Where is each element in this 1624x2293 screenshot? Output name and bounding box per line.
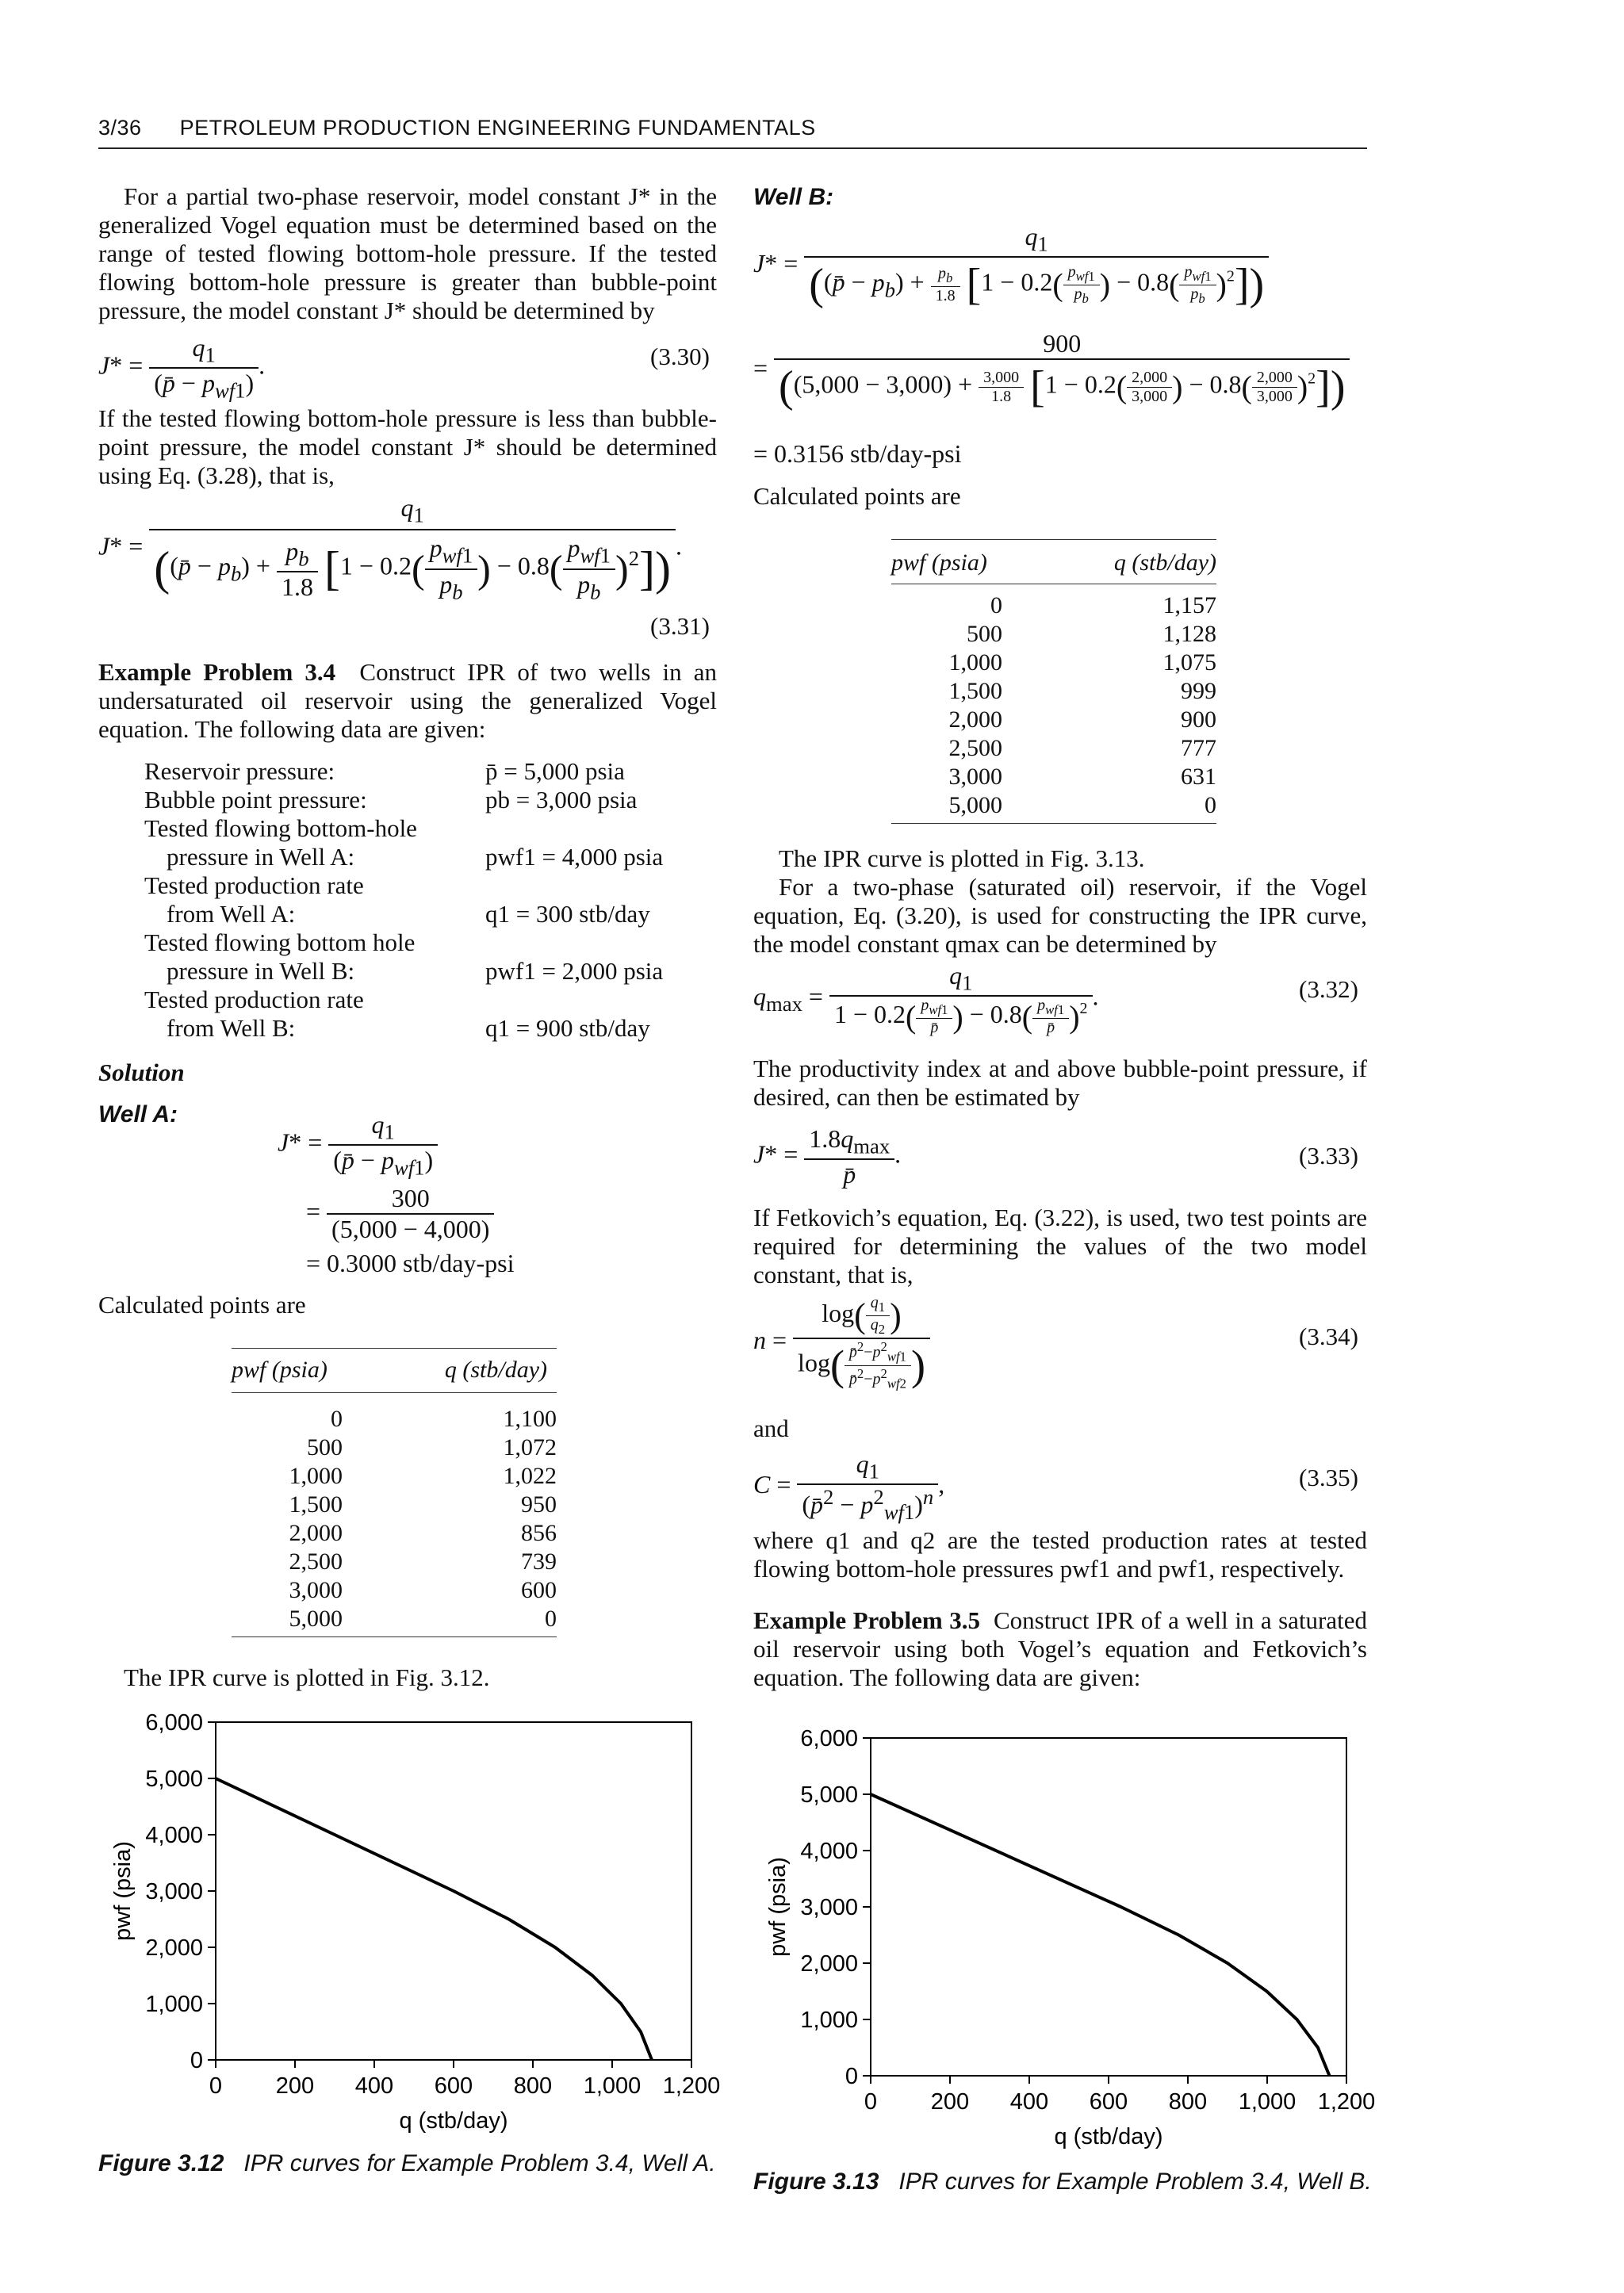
pwf-cell: 3,000 [948, 764, 1002, 790]
paragraph-fetkovich: If Fetkovich’s equation, Eq. (3.22), is used, two test points are required for determining the values of the two model constant, that is, [753, 1204, 1367, 1288]
y-tick-label: 1,000 [145, 1992, 203, 2017]
q-cell: 0 [1205, 792, 1216, 818]
given-data-label: Tested flowing bottom-hole [144, 814, 417, 842]
equation-number: (3.34) [1299, 1323, 1358, 1350]
pwf-cell: 1,500 [948, 678, 1002, 704]
y-tick-label: 1,000 [800, 2008, 858, 2033]
given-data-list [144, 757, 717, 1043]
x-tick-label: 1,200 [1317, 2089, 1376, 2115]
given-data-label: from Well A: [167, 900, 296, 928]
pwf-cell: 2,000 [289, 1520, 343, 1546]
table-row [232, 1519, 557, 1548]
q-cell: 950 [521, 1491, 557, 1518]
q-cell: 856 [521, 1520, 557, 1546]
table-b [891, 549, 1216, 577]
equation-number: (3.35) [1299, 1464, 1358, 1491]
paragraph-productivity-index: The productivity index at and above bubble-point pressure, if desired, can then be estimated by [753, 1055, 1367, 1111]
table-spacer [343, 1491, 446, 1519]
table-row [232, 1491, 557, 1519]
table-row [891, 649, 1216, 677]
solution-label: Solution [98, 1058, 185, 1086]
table-row [232, 1405, 557, 1434]
x-tick-label: 400 [354, 2073, 394, 2099]
equation-number: (3.33) [1299, 1142, 1358, 1169]
x-tick-label: 1,200 [662, 2073, 721, 2099]
well-a-equation: J* = $\frac{q_1}{(p̄ - p_{wf1})}$ = $\frac{300}{(5,000 - 4,000)}$ = 0.3000 stb/day-psi [278, 1110, 722, 1278]
table-row [891, 734, 1216, 763]
table-spacer [343, 1519, 446, 1548]
given-data-value: pb = 3,000 psia [485, 786, 638, 813]
pwf-cell: 5,000 [948, 792, 1002, 818]
running-header [98, 116, 1367, 140]
x-tick-label: 0 [864, 2089, 878, 2115]
given-data-value [485, 871, 717, 900]
table-a-bottom-rule [232, 1636, 557, 1637]
pwf-cell: 0 [331, 1406, 343, 1432]
x-tick-label: 1,000 [583, 2073, 642, 2099]
equation-3-34: n = log( $\frac{q_1}{q_2}$ ) log( $\frac{p̄^2-p^2_{wf1}}{p̄^2-p^2_{wf2}}$ ) [753, 1294, 930, 1391]
given-data-row [144, 757, 717, 786]
table-row [891, 763, 1216, 791]
example-text: Construct IPR of a well in a saturated oil reservoir using both Vogel’s equation and Fetkovich’s equation. The following data are given: [753, 1606, 1368, 1691]
table-spacer [1002, 763, 1105, 791]
given-data-value: pwf1 = 2,000 psia [485, 957, 664, 985]
q-cell: 0 [545, 1606, 557, 1632]
plot-frame [871, 1738, 1346, 2076]
given-data-row [144, 957, 717, 986]
and-word: and [753, 1414, 789, 1442]
table-a-top-rule [232, 1348, 557, 1349]
pwf-cell: 500 [307, 1434, 343, 1460]
header-rule [98, 147, 1367, 149]
table-row [891, 706, 1216, 734]
q-cell: 1,075 [1162, 649, 1216, 676]
ipr-chart-well-b [753, 1721, 1404, 2165]
given-data-label: Tested production rate [144, 871, 364, 899]
given-data-row [144, 1014, 717, 1043]
equation-number: (3.30) [650, 343, 710, 370]
pwf-cell: 1,000 [289, 1463, 343, 1489]
page-number: 3/36 [98, 116, 142, 140]
equation-3-30: J* = $\frac{q_1}{(p̄ - p_{wf1})}$ . [98, 333, 266, 403]
pwf-cell: 1,500 [289, 1491, 343, 1518]
y-tick-label: 6,000 [800, 1726, 858, 1751]
table-spacer [343, 1405, 446, 1434]
example-label: Example Problem 3.4 [98, 658, 336, 686]
equation-3-32: $q_{max}$ = $q_1$ 1 − 0.2( $\frac{p_{wf1}}{p̄}$ ) − 0.8( $\frac{p_{wf1}}{p̄}$ )$^2$ . [753, 961, 1099, 1037]
given-data-value [485, 986, 717, 1014]
pwf-cell: 500 [967, 621, 1002, 647]
example-label: Example Problem 3.5 [753, 1606, 980, 1634]
table-spacer [343, 1605, 446, 1633]
y-tick-label: 4,000 [800, 1839, 858, 1864]
pwf-cell: 5,000 [289, 1606, 343, 1632]
table-row [232, 1576, 557, 1605]
y-tick-label: 2,000 [145, 1935, 203, 1961]
q-cell: 1,100 [503, 1406, 557, 1432]
x-tick-label: 800 [513, 2073, 553, 2099]
x-tick-label: 600 [1089, 2089, 1128, 2115]
table-row [891, 620, 1216, 649]
y-tick-label: 0 [845, 2064, 858, 2089]
table-a-body [232, 1405, 557, 1633]
x-tick-label: 200 [930, 2089, 970, 2115]
given-data-value: pwf1 = 4,000 psia [485, 843, 664, 871]
figure-3-13-caption [753, 2169, 1372, 2195]
y-axis-label: pwf (psia) [765, 1857, 791, 1957]
example-problem-3-4 [98, 658, 717, 744]
table-spacer [1002, 591, 1105, 620]
q-cell: 777 [1181, 735, 1216, 761]
x-axis-label: q (stb/day) [399, 2108, 508, 2134]
y-tick-label: 3,000 [145, 1879, 203, 1904]
table-row [232, 1462, 557, 1491]
given-data-label: Tested production rate [144, 986, 364, 1013]
given-data-label: pressure in Well B: [167, 957, 355, 985]
well-b-numerator: 900 [1043, 329, 1082, 358]
given-data-row [144, 814, 717, 843]
given-data-row [144, 928, 717, 957]
given-data-row [144, 900, 717, 928]
table-row [891, 791, 1216, 820]
paragraph-where: where q1 and q2 are the tested production rates at tested flowing bottom-hole pressures pwf1 and pwf1, respectively. [753, 1526, 1367, 1583]
given-data-value [485, 928, 717, 957]
q-cell: 1,022 [503, 1463, 557, 1489]
y-tick-label: 2,000 [800, 1951, 858, 1977]
given-data-value: q1 = 300 stb/day [485, 900, 650, 928]
paragraph-partial-two-phase: For a partial two-phase reservoir, model constant J* in the generalized Vogel equation must be determined based on the range of tested flowing bottom-hole pressure. If the tested flowing bottom-hole pressure is greater than bubble-point pressure, the model constant J* should be determined by [98, 182, 717, 324]
calc-points-b: Calculated points are [753, 482, 961, 510]
table-spacer [1002, 620, 1105, 649]
table-row [891, 677, 1216, 706]
equation-number: (3.31) [650, 612, 710, 640]
table-b-header-pwf: pwf (psia) [891, 549, 987, 576]
table-spacer [1002, 706, 1105, 734]
x-tick-label: 400 [1009, 2089, 1049, 2115]
table-spacer [1002, 734, 1105, 763]
given-data-label: Reservoir pressure: [144, 757, 335, 785]
table-a-header-pwf: pwf (psia) [232, 1357, 327, 1383]
given-data-row [144, 871, 717, 900]
table-row [891, 591, 1216, 620]
book-title: PETROLEUM PRODUCTION ENGINEERING FUNDAMENTALS [179, 116, 816, 140]
x-tick-label: 800 [1168, 2089, 1208, 2115]
x-tick-label: 200 [275, 2073, 315, 2099]
ipr-chart-well-a [98, 1705, 749, 2149]
y-axis-label: pwf (psia) [110, 1841, 136, 1941]
q-cell: 900 [1181, 706, 1216, 733]
example-text: Construct IPR of two wells in an undersaturated oil reservoir using the generalized Vogel equation. The following data are given: [98, 658, 718, 743]
given-data-row [144, 843, 717, 871]
y-tick-label: 3,000 [800, 1895, 858, 1920]
table-a-header-rule [232, 1392, 557, 1393]
x-axis-label: q (stb/day) [1054, 2124, 1163, 2149]
table-row [232, 1548, 557, 1576]
q-cell: 1,072 [503, 1434, 557, 1460]
table-spacer [1002, 791, 1105, 820]
y-tick-label: 4,000 [145, 1823, 203, 1848]
figure-label: Figure 3.13 [753, 2169, 879, 2195]
pwf-cell: 2,500 [948, 735, 1002, 761]
pwf-cell: 1,000 [948, 649, 1002, 676]
figure-label: Figure 3.12 [98, 2150, 224, 2176]
q-cell: 1,128 [1162, 621, 1216, 647]
ipr-curve [216, 1778, 652, 2060]
well-a-numerator: 300 [391, 1183, 430, 1212]
given-data-value: q1 = 900 stb/day [485, 1014, 650, 1042]
table-spacer [1002, 677, 1105, 706]
y-tick-label: 5,000 [145, 1767, 203, 1792]
given-data-label: Bubble point pressure: [144, 786, 367, 813]
q-cell: 1,157 [1162, 592, 1216, 618]
well-a-label: Well A: [98, 1101, 178, 1127]
x-tick-label: 0 [209, 2073, 223, 2099]
given-data-value: p̄ = 5,000 psia [485, 757, 625, 785]
example-problem-3-5 [753, 1606, 1367, 1692]
equation-number: (3.32) [1299, 975, 1358, 1003]
x-tick-label: 1,000 [1238, 2089, 1297, 2115]
figure-caption-text: IPR curves for Example Problem 3.4, Well B. [898, 2169, 1372, 2195]
given-data-value [485, 814, 717, 843]
table-b-bottom-rule [891, 823, 1216, 824]
pwf-cell: 2,500 [289, 1548, 343, 1575]
table-b-body [891, 591, 1216, 820]
equation-3-31: J* = $q_1$ ((p̄ − $p_b$) + $\frac{p_b}{1.8}$ [1 − 0.2( $\frac{p_{wf1}}{p_b}$ ) − 0.8( $\frac{p_{wf1}}{p_b}$ )$^2$]) . [98, 493, 682, 604]
q-cell: 631 [1181, 764, 1216, 790]
table-spacer [343, 1576, 446, 1605]
y-tick-label: 0 [190, 2048, 203, 2073]
pwf-cell: 0 [990, 592, 1002, 618]
equation-3-35: C = $\frac{q_1}{(p̄^2 - p^2_{wf1})^n}$ , [753, 1449, 945, 1525]
table-spacer [343, 1462, 446, 1491]
given-data-label: pressure in Well A: [167, 843, 355, 871]
well-a-denominator: (5,000 − 4,000) [327, 1213, 494, 1244]
well-b-result: = 0.3156 stb/day-psi [753, 439, 962, 468]
calc-points-a: Calculated points are [98, 1291, 306, 1319]
pwf-cell: 2,000 [948, 706, 1002, 733]
figure-3-12-caption [98, 2150, 717, 2177]
given-data-row [144, 786, 717, 814]
pwf-cell: 3,000 [289, 1577, 343, 1603]
well-a-result: = 0.3000 stb/day-psi [306, 1248, 515, 1277]
equation-3-33: J* = $\frac{1.8q_{max}}{p̄}$ . [753, 1124, 902, 1189]
q-cell: 999 [1181, 678, 1216, 704]
given-data-label: Tested flowing bottom hole [144, 928, 416, 956]
q-cell: 600 [521, 1577, 557, 1603]
paragraph-less-than-bubble: If the tested flowing bottom-hole pressure is less than bubble-point pressure, the model constant J* should be determined using Eq. (3.28), that is, [98, 404, 717, 489]
table-spacer [343, 1434, 446, 1462]
table-spacer [1002, 649, 1105, 677]
table-spacer [343, 1548, 446, 1576]
paragraph-vogel: For a two-phase (saturated oil) reservoir, if the Vogel equation, Eq. (3.20), is used for constructing the IPR curve, the model constant qmax can be determined by [753, 873, 1367, 958]
given-data-row [144, 986, 717, 1014]
table-b-header-q: q (stb/day) [1113, 549, 1216, 576]
well-b-equation-values: = 900 ((5,000 − 3,000) + $\frac{3,000}{1.8}$ [1 − 0.2( $\frac{2,000}{3,000}$ ) − 0.8( $\frac{2,000}{3,000}$ )$^2$]) [753, 329, 1372, 412]
ipr-curve [871, 1794, 1330, 2076]
y-tick-label: 5,000 [800, 1782, 858, 1808]
well-b-equation-general: J* = $q_1$ ((p̄ − $p_b$) + $\frac{p_b}{1.8}$ [1 − 0.2( $\frac{p_{wf1}}{p_b}$ ) − 0.8( $\frac{p_{wf1}}{p_b}$ )$^2$]) [753, 222, 1372, 310]
table-a [232, 1356, 557, 1384]
table-row [232, 1605, 557, 1633]
table-a-header-q: q (stb/day) [444, 1357, 547, 1383]
table-row [232, 1434, 557, 1462]
ipr-text-b: The IPR curve is plotted in Fig. 3.13. [779, 844, 1145, 872]
ipr-text-a: The IPR curve is plotted in Fig. 3.12. [124, 1663, 490, 1691]
x-tick-label: 600 [434, 2073, 473, 2099]
well-b-label: Well B: [753, 184, 834, 210]
figure-caption-text: IPR curves for Example Problem 3.4, Well A. [243, 2150, 716, 2176]
y-tick-label: 6,000 [145, 1710, 203, 1736]
table-b-top-rule [891, 539, 1216, 540]
q-cell: 739 [521, 1548, 557, 1575]
given-data-label: from Well B: [167, 1014, 296, 1042]
